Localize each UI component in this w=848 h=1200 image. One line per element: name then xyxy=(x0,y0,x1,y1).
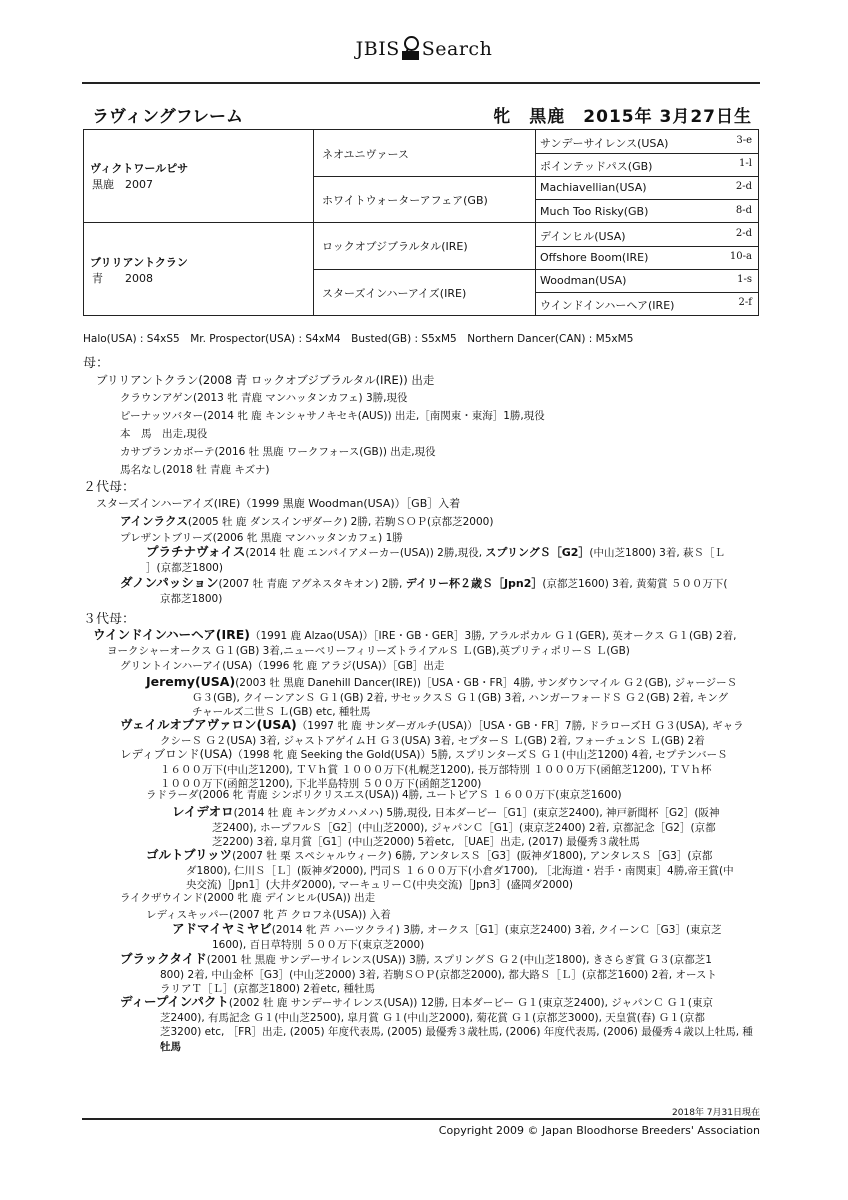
like-the-wind-entry: ライクザウインド(2000 牝 鹿 デインヒル(USA)) 出走 xyxy=(120,892,376,904)
ggen-1: サンデーサイレンス(USA) 3-e xyxy=(540,135,752,150)
black-tide-entry: ブラックタイド(2001 牡 黒鹿 サンデーサイレンス(USA)) 3勝, スプリングＳ Ｇ２(中山芝1800), きさらぎ賞 Ｇ３(京都芝1 800) 2着, 中山金杯［G3］(中山芝2000) 3着, 若駒ＳＯＰ(京都芝2000), 都大路Ｓ［Ｌ］(京都芝1600) 2着, オースト ラリアＴ［Ｌ］(京都芝1800) 2着etc, 種牡馬 xyxy=(120,951,717,995)
sire-cell xyxy=(90,160,188,192)
sire-sire: ネオユニヴァース xyxy=(322,148,409,161)
pedigree-table xyxy=(83,129,759,316)
ggen-6: Offshore Boom(IRE) 10-a xyxy=(540,251,752,264)
logo-text-right: Search xyxy=(421,38,493,60)
deep-impact-entry: ディープインパクト(2002 牡 鹿 サンデーサイレンス(USA)) 12勝, 日本ダービー Ｇ１(東京芝2400), ジャパンＣ Ｇ１(東京 芝2400), 有馬記念 Ｇ１(中山芝2500), 皐月賞 Ｇ１(中山芝2000), 菊花賞 Ｇ１(京都芝3000), 天皇賞(春) Ｇ１(京都 芝3200) etc, ［FR］出走, (2005) 年度代表馬, (2005) 最優秀３歳牡馬, (2006) 年度代表馬, (2006) 最優秀４歳以上牡馬, 種 牡馬 xyxy=(120,994,753,1053)
ggen-4: Much Too Risky(GB) 8-d xyxy=(540,205,752,218)
logo-text-left: JBIS xyxy=(355,38,400,60)
dam-line-3: ピーナッツバター(2014 牝 鹿 キンシャサノキセキ(AUS)) 出走,［南関東・東海］1勝,現役 xyxy=(120,410,545,422)
lady-skipper-entry: レディスキッパー(2007 牝 芦 クロフネ(USA)) 入着 xyxy=(146,909,391,921)
danon-passion-entry: ダノンパッション(2007 牡 青鹿 アグネスタキオン) 2勝, デイリー杯２歳Ｓ［Jpn2］(京都芝1600) 3着, 黄菊賞 ５００万下( 京都芝1800) xyxy=(120,575,728,605)
second-dam-line: スターズインハーアイズ(IRE)（1999 黒鹿 Woodman(USA)）［GB］入着 xyxy=(96,497,461,510)
dam-line-2: クラウンアゲン(2013 牝 青鹿 マンハッタンカフェ) 3勝,現役 xyxy=(120,392,408,404)
dam-line-1: ブリリアントクラン(2008 青 ロックオブジブラルタル(IRE)) 出走 xyxy=(96,373,435,387)
glint-entry: グリントインハーアイ(USA)（1996 牝 鹿 アラジ(USA)）［GB］出走 xyxy=(120,660,445,672)
second-dam-offspring-1: アインラクス(2005 牡 鹿 ダンスインザダーク) 2勝, 若駒ＳＯＰ(京都芝2000) xyxy=(120,514,494,528)
horse-name: ラヴィングフレーム xyxy=(92,107,243,127)
section-second-dam: ２代母： xyxy=(83,480,136,495)
dam-dam: スターズインハーアイズ(IRE) xyxy=(322,287,467,300)
footer-rule xyxy=(82,1118,760,1120)
dam-cell xyxy=(90,254,188,286)
veil-of-avalon-entry: ヴェイルオブアヴァロン(USA)（1997 牝 鹿 サンダーガルチ(USA)）［USA・GB・FR］7勝, ドラローズＨ Ｇ３(USA), ギャラ クシーＳ Ｇ２(USA) 3着, ジャストアゲイムＨ Ｇ３(USA) 3着, セプターＳ Ｌ(GB) 2着, フォーチュンＳ Ｌ(GB) 2着 xyxy=(120,717,744,747)
dam-line-5: カサブランカボーテ(2016 牡 黒鹿 ワークフォース(GB)) 出走,現役 xyxy=(120,446,436,458)
third-dam-entry: ウインドインハーヘア(IRE)（1991 鹿 Alzao(USA)）［IRE・GB・GER］3勝, アラルポカル Ｇ１(GER), 英オークス Ｇ１(GB) 2着, ヨークシャーオークス Ｇ１(GB) 3着,ニューベリーフィリーズトライアルＳ Ｌ(GB),英プリティポリーＳ Ｌ(GB) xyxy=(93,627,737,657)
dam-detail: 青 2008 xyxy=(92,272,153,285)
section-third-dam: ３代母： xyxy=(83,612,136,627)
copyright: Copyright 2009 © Japan Bloodhorse Breeders' Association xyxy=(438,1124,760,1137)
ggen-2: ポインテッドパス(GB) 1-l xyxy=(540,158,752,173)
as-of-date: 2018年 7月31日現在 xyxy=(672,1108,760,1118)
jeremy-entry: Jeremy(USA)(2003 牡 黒鹿 Danehill Dancer(IRE))［USA・GB・FR］4勝, サンダウンマイル Ｇ２(GB), ジャージーＳ Ｇ３(GB), クイーンアンＳ Ｇ１(GB) 2着, サセックスＳ Ｇ１(GB) 3着, ハンガーフォードＳ Ｇ２(GB) 2着, キング チャールズ二世Ｓ Ｌ(GB) etc, 種牡馬 xyxy=(146,674,738,718)
ggen-3: Machiavellian(USA) 2-d xyxy=(540,181,752,194)
sire-name: ヴィクトワールピサ xyxy=(90,162,189,175)
second-dam-offspring-2: プレザントブリーズ(2006 牝 黒鹿 マンハッタンカフェ) 1勝 xyxy=(120,532,403,544)
ggen-7: Woodman(USA) 1-s xyxy=(540,274,752,287)
gold-blitz-entry: ゴルトブリッツ(2007 牡 栗 スペシャルウィーク) 6勝, アンタレスＳ［G3］(阪神ダ1800), アンタレスＳ［G3］(京都 ダ1800), 仁川Ｓ［Ｌ］(阪神ダ2000), 門司Ｓ １６００万下(小倉ダ1700), ［北海道・岩手・南関東］4勝,帝王賞(中 央交流)［Jpn1］(大井ダ2000), マーキュリーＣ(中央交流)［Jpn3］(盛岡ダ2000) xyxy=(146,847,734,891)
inbreeding-line: Halo(USA) : S4xS5 Mr. Prospector(USA) : S4xM4 Busted(GB) : S5xM5 Northern Dancer(CAN) : M5xM5 xyxy=(83,333,634,345)
platinum-voice-entry: プラチナヴォイス(2014 牡 鹿 エンパイアメーカー(USA)) 2勝,現役, スプリングＳ［G2］(中山芝1800) 3着, 萩Ｓ［Ｌ ］(京都芝1800) xyxy=(146,544,726,574)
sire-dam: ホワイトウォーターアフェア(GB) xyxy=(322,194,488,207)
dam-name: ブリリアントクラン xyxy=(90,256,188,269)
magnifier-icon xyxy=(401,36,421,60)
lady-blond-entry: レディブロンド(USA)（1998 牝 鹿 Seeking the Gold(USA)）5勝, スプリンターズＳ Ｇ１(中山芝1200) 4着, セプテンバーＳ １６００万下(中山芝1200), ＴＶｈ賞 １０００万下(札幌芝1200), 長万部特別 １０００万下(函館芝1200), ＴＶｈ杯 １０００万下(函館芝1200), 下北半島特別 ５００万下(函館芝1200) xyxy=(120,747,728,790)
admire-miyabi-entry: アドマイヤミヤビ(2014 牝 芦 ハーツクライ) 3勝, オークス［G1］(東京芝2400) 3着, クイーンＣ［G3］(東京芝 1600), 百日草特別 ５００万下(東京芝2000) xyxy=(172,921,722,951)
ladrada-entry: ラドラーダ(2006 牝 青鹿 シンボリクリスエス(USA)) 4勝, ユートピアＳ １６００万下(東京芝1600) xyxy=(146,789,622,801)
rey-de-oro-entry: レイデオロ(2014 牡 鹿 キングカメハメハ) 5勝,現役, 日本ダービー［G1］(東京芝2400), 神戸新聞杯［G2］(阪神 芝2400), ホープフルＳ［G2］(中山芝2000), ジャパンＣ［G1］(東京芝2400) 2着, 京都記念［G2］(京都 芝2200) 3着, 皐月賞［G1］(中山芝2000) 5着etc, ［UAE］出走, (2017) 最優秀３歳牡馬 xyxy=(172,804,720,848)
sire-detail: 黒鹿 2007 xyxy=(92,178,153,191)
dam-sire: ロックオブジブラルタル(IRE) xyxy=(322,240,468,253)
dam-line-6: 馬名なし(2018 牡 青鹿 キズナ) xyxy=(120,464,270,476)
ggen-8: ウインドインハーヘア(IRE) 2-f xyxy=(540,297,752,312)
ggen-5: デインヒル(USA) 2-d xyxy=(540,228,752,243)
horse-info: 牝 黒鹿 2015年 3月27日生 xyxy=(493,107,752,127)
header-rule xyxy=(82,82,760,84)
dam-line-4: 本 馬 出走,現役 xyxy=(120,428,208,440)
section-dam: 母： xyxy=(83,356,110,371)
jbis-search-logo xyxy=(0,36,848,60)
